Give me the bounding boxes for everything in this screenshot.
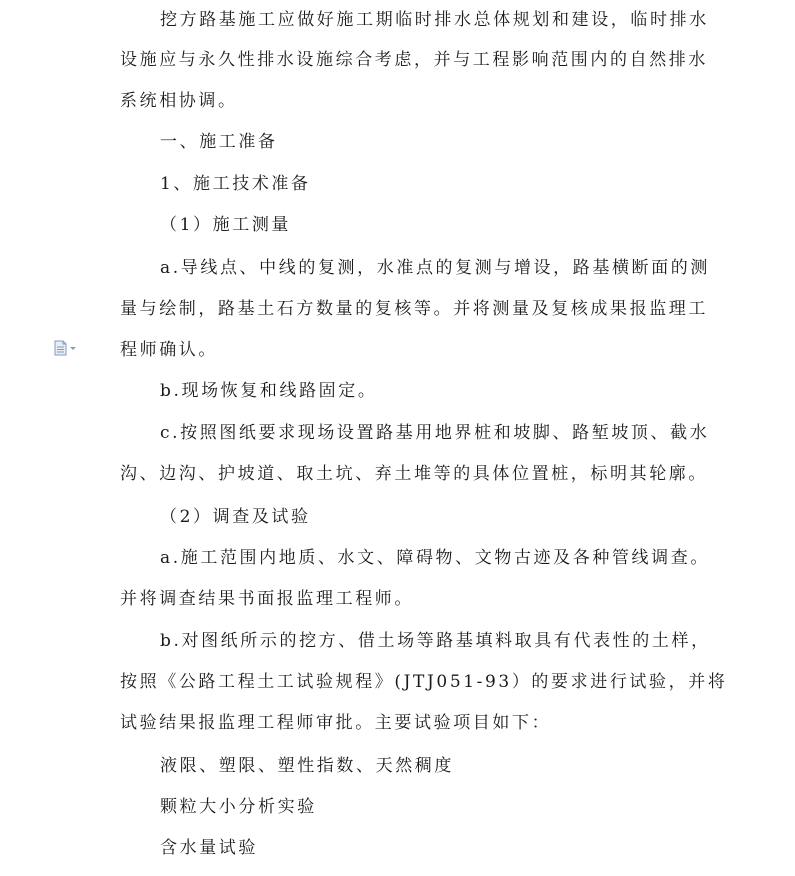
body-line: 设施应与永久性排水设施综合考虑，并与工程影响范围内的自然排水 [120, 50, 708, 70]
item-heading: （2）调查及试验 [160, 507, 311, 527]
body-line: 挖方路基施工应做好施工期临时排水总体规划和建设，临时排水 [160, 10, 709, 30]
body-line: c.按照图纸要求现场设置路基用地界桩和坡脚、路堑坡顶、截水 [160, 423, 710, 443]
body-line: 试验结果报监理工程师审批。主要试验项目如下： [120, 713, 552, 733]
list-item: 含水量试验 [160, 838, 258, 858]
subsection-heading: 1、施工技术准备 [160, 174, 311, 194]
body-line: 系统相协调。 [120, 91, 238, 111]
paragraph-options-icon[interactable] [54, 340, 78, 356]
item-heading: （1）施工测量 [160, 215, 292, 235]
body-line: 程师确认。 [120, 340, 218, 360]
body-line: a.施工范围内地质、水文、障碍物、文物古迹及各种管线调查。 [160, 548, 710, 568]
list-item: 颗粒大小分析实验 [160, 797, 317, 817]
list-item: 液限、塑限、塑性指数、天然稠度 [160, 756, 454, 776]
body-line: 量与绘制，路基土石方数量的复核等。并将测量及复核成果报监理工 [120, 299, 708, 319]
body-line: 并将调查结果书面报监理工程师。 [120, 589, 414, 609]
body-line: 按照《公路工程土工试验规程》(JTJ051-93）的要求进行试验，并将 [120, 672, 728, 692]
body-line: b.现场恢复和线路固定。 [160, 381, 378, 401]
body-line: 沟、边沟、护坡道、取土坑、弃土堆等的具体位置桩，标明其轮廓。 [120, 464, 708, 484]
body-line: b.对图纸所示的挖方、借土场等路基填料取具有代表性的土样， [160, 631, 711, 651]
section-heading: 一、施工准备 [160, 132, 278, 152]
body-line: a.导线点、中线的复测，水准点的复测与增设，路基横断面的测 [160, 258, 710, 278]
